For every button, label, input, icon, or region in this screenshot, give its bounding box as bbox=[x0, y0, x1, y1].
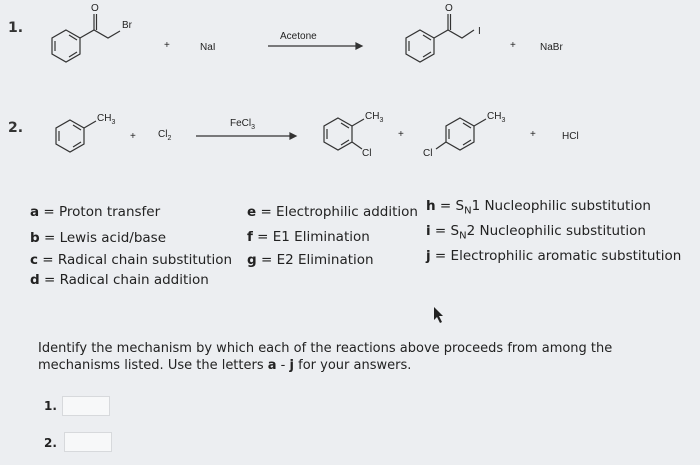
benzene-ring-2a bbox=[56, 120, 84, 152]
benzene-ring-1a bbox=[52, 30, 80, 62]
plus-sign: + bbox=[530, 129, 536, 140]
product2-methyl-sub: 3 bbox=[501, 117, 506, 124]
chlorine-reagent-sub: 2 bbox=[167, 135, 172, 142]
legend-item-g: g = E2 Elimination bbox=[247, 252, 374, 268]
legend-item-j: j = Electrophilic aromatic substitution bbox=[426, 248, 682, 264]
product1-chlorine-label: Cl bbox=[362, 148, 372, 159]
oxygen-label-1: O bbox=[91, 3, 99, 14]
answer-2-label: 2. bbox=[44, 436, 57, 450]
question-1-number: 1. bbox=[8, 20, 24, 36]
answer-2-input[interactable] bbox=[64, 432, 112, 452]
byproduct-label: NaBr bbox=[540, 42, 563, 53]
legend-item-i: $i = S_N2$ Nucleophilic substitution bbox=[426, 223, 646, 242]
oxygen-label-2: O bbox=[445, 3, 453, 14]
legend-item-f: f = E1 Elimination bbox=[247, 229, 370, 245]
legend-item-h: $h = S_N1$ Nucleophilic substitution bbox=[426, 198, 651, 217]
condition-label: Acetone bbox=[280, 31, 317, 42]
instruction-line-2: mechanisms listed. Use the letters a - j for your answers. bbox=[38, 358, 412, 373]
benzene-ring-2b bbox=[324, 118, 352, 150]
chlorine-reagent-label bbox=[158, 129, 171, 142]
catalyst-main: FeCl bbox=[230, 118, 252, 129]
iodine-label: I bbox=[478, 26, 481, 37]
reaction-scheme-drawing bbox=[0, 0, 700, 200]
benzene-ring-1b bbox=[406, 30, 434, 62]
methyl-label-main: CH bbox=[97, 113, 112, 124]
product2-methyl-main: CH bbox=[487, 111, 502, 122]
methyl-label-sub: 3 bbox=[111, 119, 116, 126]
legend-item-c: c = Radical chain substitution bbox=[30, 252, 233, 268]
plus-sign: + bbox=[164, 40, 170, 51]
product1-methyl-main: CH bbox=[365, 111, 380, 122]
hcl-label: HCl bbox=[562, 131, 579, 142]
product1-methyl-sub: 3 bbox=[379, 117, 384, 124]
product2-methyl-label bbox=[487, 111, 505, 124]
chlorine-reagent-main: Cl bbox=[158, 129, 168, 140]
plus-sign: + bbox=[398, 129, 404, 140]
legend-item-d: d = Radical chain addition bbox=[30, 272, 209, 288]
answer-1-input[interactable] bbox=[62, 396, 110, 416]
answer-1-label: 1. bbox=[44, 399, 57, 413]
legend-item-e: e = Electrophilic addition bbox=[247, 204, 418, 220]
catalyst-sub: 3 bbox=[251, 124, 256, 131]
product1-methyl-label bbox=[365, 111, 383, 124]
reagent-label: NaI bbox=[200, 42, 216, 53]
legend-item-a: a = Proton transfer bbox=[30, 204, 161, 220]
instruction-line-1: Identify the mechanism by which each of the reactions above proceeds from among the bbox=[38, 341, 613, 356]
plus-sign: + bbox=[130, 131, 136, 142]
methyl-label bbox=[97, 113, 115, 126]
catalyst-label bbox=[230, 118, 255, 131]
plus-sign: + bbox=[510, 40, 516, 51]
product2-chlorine-label: Cl bbox=[423, 148, 433, 159]
instruction-text bbox=[38, 340, 678, 374]
legend-item-b: b = Lewis acid/base bbox=[30, 230, 167, 246]
question-2-number: 2. bbox=[8, 120, 24, 136]
benzene-ring-2c bbox=[446, 118, 474, 150]
bromine-label: Br bbox=[122, 20, 132, 31]
